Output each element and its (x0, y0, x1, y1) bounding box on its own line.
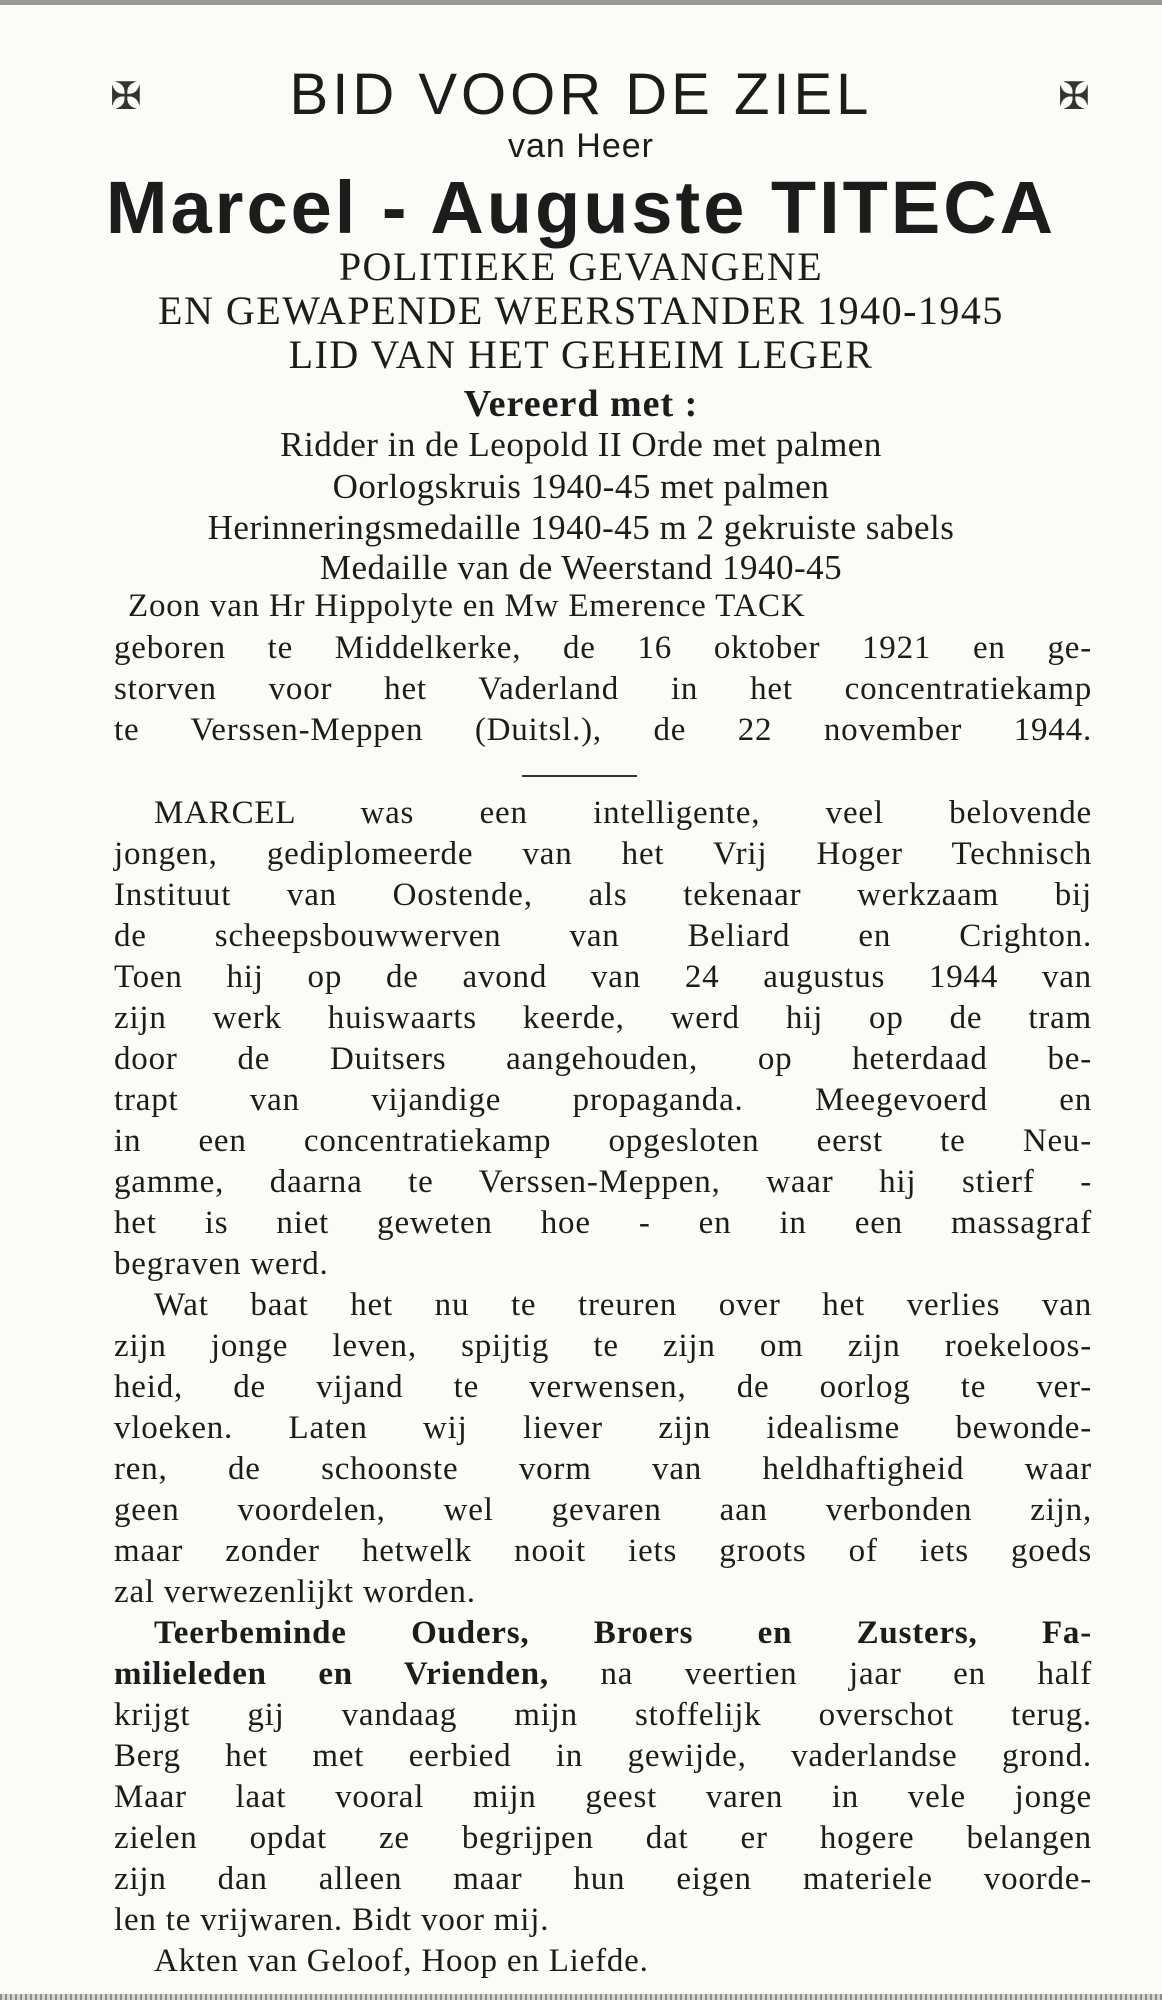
body-phrase: na veertien jaar en half (548, 1656, 1092, 1692)
body-bold-phrase: milieleden en Vrienden, (114, 1656, 549, 1692)
body-line: krijgt gij vandaag mijn stoffelijk overschot terug. (114, 1697, 1092, 1733)
closing-line: Akten van Geloof, Hoop en Liefde. (154, 1943, 649, 1979)
body-line: Instituut van Oostende, als tekenaar werkzaam bij (114, 877, 1092, 913)
body-line: Toen hij op de avond van 24 augustus 1944 van (114, 959, 1092, 995)
cross-right-icon: ✠ (1058, 74, 1090, 118)
deceased-name: Marcel - Auguste TITECA (105, 166, 1057, 249)
parents-line: Zoon van Hr Hippolyte en Mw Emerence TACK (128, 588, 806, 624)
section-divider (522, 775, 637, 777)
body-line: geen voordelen, wel gevaren aan verbonden zijn, (114, 1492, 1092, 1528)
body-line: len te vrijwaren. Bidt voor mij. (114, 1902, 550, 1938)
honour-item: Oorlogskruis 1940-45 met palmen (332, 467, 830, 506)
body-line: het is niet geweten hoe - en in een massagraf (114, 1205, 1092, 1241)
body-line: begraven werd. (114, 1246, 329, 1282)
card-title: BID VOOR DE ZIEL (289, 62, 873, 127)
body-line: door de Duitsers aangehouden, op heterdaad be- (114, 1041, 1092, 1077)
van-heer-label: van Heer (508, 127, 654, 165)
body-line: zijn werk huiswaarts keerde, werd hij op de tram (114, 1000, 1092, 1036)
body-line: Maar laat vooral mijn geest varen in vele jonge (114, 1779, 1092, 1815)
body-line: zielen opdat ze begrijpen dat er hogere belangen (114, 1820, 1092, 1856)
biography-line: geboren te Middelkerke, de 16 oktober 1921 en ge- (114, 630, 1092, 666)
body-line: in een concentratiekamp opgesloten eerst te Neu- (114, 1123, 1092, 1159)
title-line-3: LID VAN HET GEHEIM LEGER (288, 332, 874, 377)
cross-left-icon: ✠ (110, 74, 142, 118)
body-line: zijn dan alleen maar hun eigen materiele voorde- (114, 1861, 1092, 1897)
body-line: trapt van vijandige propaganda. Meegevoerd en (114, 1082, 1092, 1118)
body-line: de scheepsbouwwerven van Beliard en Crighton. (114, 918, 1092, 954)
honour-item: Herinneringsmedaille 1940-45 m 2 gekruiste sabels (207, 508, 955, 547)
body-line-bold: Teerbeminde Ouders, Broers en Zusters, Fa- (154, 1615, 1092, 1651)
biography-line: storven voor het Vaderland in het concentratiekamp (114, 671, 1092, 707)
title-line-1: POLITIEKE GEVANGENE (338, 244, 824, 289)
body-line: MARCEL was een intelligente, veel belovende (154, 795, 1092, 831)
body-line: ren, de schoonste vorm van heldhaftigheid waar (114, 1451, 1092, 1487)
body-line: zijn jonge leven, spijtig te zijn om zijn roekeloos- (114, 1328, 1092, 1364)
honour-item: Ridder in de Leopold II Orde met palmen (280, 425, 882, 464)
body-line: vloeken. Laten wij liever zijn idealisme bewonde- (114, 1410, 1092, 1446)
body-line-mixed (114, 1656, 1092, 1693)
body-line: jongen, gediplomeerde van het Vrij Hoger Technisch (114, 836, 1092, 872)
body-line: maar zonder hetwelk nooit iets groots of iets goeds (114, 1533, 1092, 1569)
body-line: zal verwezenlijkt worden. (114, 1574, 476, 1610)
body-line: heid, de vijand te verwensen, de oorlog te ver- (114, 1369, 1092, 1405)
honours-heading: Vereerd met : (463, 383, 699, 425)
honour-item: Medaille van de Weerstand 1940-45 (319, 548, 843, 587)
biography-line: te Verssen-Meppen (Duitsl.), de 22 november 1944. (114, 712, 1092, 748)
body-line: Berg het met eerbied in gewijde, vaderlandse grond. (114, 1738, 1092, 1774)
body-line: Wat baat het nu te treuren over het verlies van (154, 1287, 1092, 1323)
body-line: gamme, daarna te Verssen-Meppen, waar hij stierf - (114, 1164, 1092, 1200)
title-line-2: EN GEWAPENDE WEERSTANDER 1940-1945 (158, 288, 1004, 333)
